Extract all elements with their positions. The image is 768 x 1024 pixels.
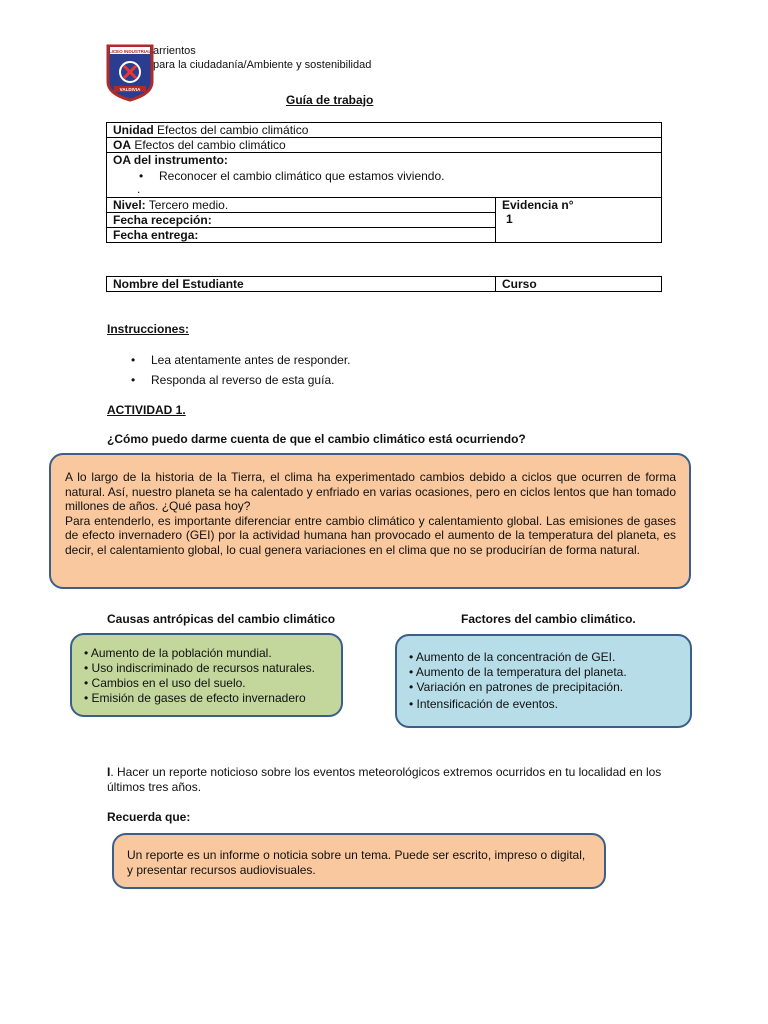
page-title: Guía de trabajo bbox=[286, 93, 374, 107]
evidencia-cell: Evidencia n° 1 bbox=[496, 198, 662, 243]
nombre-estudiante-cell: Nombre del Estudiante bbox=[107, 277, 496, 292]
list-item: • Intensificación de eventos. bbox=[409, 697, 558, 711]
header-line-2: para la ciudadanía/Ambiente y sostenibilidad bbox=[153, 59, 372, 71]
factors-list bbox=[409, 650, 680, 712]
causes-heading: Causas antrópicas del cambio climático bbox=[107, 612, 336, 626]
task-text: I. Hacer un reporte noticioso sobre los eventos meteorológicos extremos ocurridos en tu localidad en los últimos tres años. bbox=[107, 765, 662, 794]
logo-text: LICEO INDUSTRIAL bbox=[108, 49, 152, 54]
fecha-recepcion-cell: Fecha recepción: bbox=[107, 213, 496, 228]
student-table bbox=[106, 276, 662, 292]
list-item: • Aumento de la concentración de GEI. bbox=[409, 650, 616, 664]
curso-cell: Curso bbox=[496, 277, 662, 292]
reminder-box bbox=[112, 833, 606, 889]
fecha-entrega-cell: Fecha entrega: bbox=[107, 228, 496, 243]
instructions-heading: Instrucciones: bbox=[107, 322, 190, 336]
reminder-heading: Recuerda que: bbox=[107, 810, 191, 824]
intro-text-box bbox=[49, 453, 691, 589]
logo-bottom-text: VALDIVIA bbox=[119, 87, 141, 92]
list-item: • Lea atentamente antes de responder. bbox=[131, 350, 350, 370]
oa-cell: OA Efectos del cambio climático bbox=[107, 138, 662, 153]
list-item: • Variación en patrones de precipitación. bbox=[409, 680, 624, 694]
reminder-text: Un reporte es un informe o noticia sobre un tema. Puede ser escrito, impreso o digital, y presentar recursos audiovisuales. bbox=[127, 848, 586, 877]
causes-box bbox=[70, 633, 343, 717]
activity-question: ¿Cómo puedo darme cuenta de que el cambio climático está ocurriendo? bbox=[107, 432, 526, 446]
intro-paragraph-2: Para entenderlo, es importante diferenciar entre cambio climático y calentamiento global. Las emisiones de gases de efecto invernadero (GEI) por la actividad humana han provocado el aumento de la temperatura del planeta, es decir, el calentamiento global, lo cual genera variaciones en el clima que no se producirían de forma natural. bbox=[65, 513, 676, 557]
factors-box bbox=[395, 634, 692, 728]
list-item: • Aumento de la población mundial. bbox=[84, 646, 272, 660]
instructions-list bbox=[131, 350, 350, 390]
causes-list bbox=[84, 646, 331, 706]
info-table bbox=[106, 122, 662, 243]
list-item: • Aumento de la temperatura del planeta. bbox=[409, 665, 627, 679]
activity-heading: ACTIVIDAD 1. bbox=[107, 403, 186, 417]
unidad-cell: Unidad Efectos del cambio climático bbox=[107, 123, 662, 138]
nivel-cell: Nivel: Tercero medio. bbox=[107, 198, 496, 213]
header-line-1: arrientos bbox=[153, 45, 196, 57]
oa-instrumento-cell: OA del instrumento: • Reconocer el cambio climático que estamos viviendo. . bbox=[107, 153, 662, 198]
list-item: • Emisión de gases de efecto invernadero bbox=[84, 691, 306, 705]
school-logo bbox=[106, 44, 154, 102]
intro-paragraph-1: A lo largo de la historia de la Tierra, el clima ha experimentado cambios debido a ciclos que ocurren de forma natural. Así, nuestro planeta se ha calentado y enfriado en varias ocasiones, pero en ciclos lentos que han tomado millones de años. ¿Qué pasa hoy? bbox=[65, 470, 676, 513]
list-item: • Uso indiscriminado de recursos naturales. bbox=[84, 661, 315, 675]
list-item: • Cambios en el uso del suelo. bbox=[84, 676, 246, 690]
factors-heading: Factores del cambio climático. bbox=[461, 612, 636, 626]
list-item: • Responda al reverso de esta guía. bbox=[131, 370, 350, 390]
